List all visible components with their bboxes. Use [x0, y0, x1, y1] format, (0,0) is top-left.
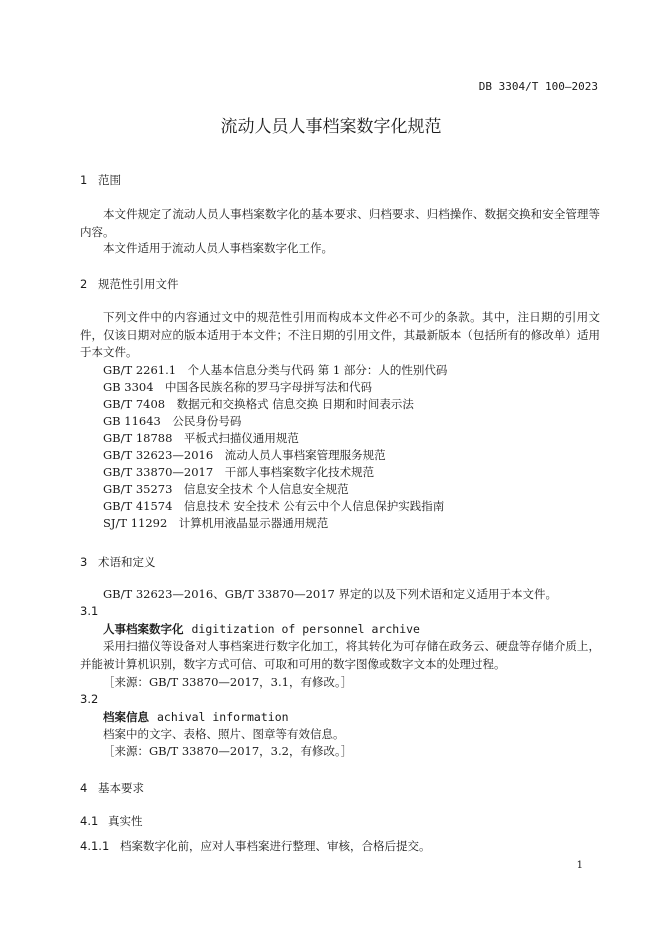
section-title: 范围 [98, 173, 121, 187]
section-title: 规范性引用文件 [98, 277, 179, 291]
reference-item: GB/T 2261.1 个人基本信息分类与代码 第 1 部分：人的性别代码 [103, 363, 448, 377]
term-number: 3.1 [80, 604, 99, 618]
subsection-number: 4.1 [80, 814, 99, 828]
references-intro: 下列文件中的内容通过文中的规范性引用而构成本文件必不可少的条款。其中，注日期的引用文件，仅该日期对应的版本适用于本文件；不注日期的引用文件，其最新版本（包括所有的修改单）适用于本文件。 [80, 310, 600, 359]
page-number: 1 [576, 860, 583, 871]
term-chinese: 档案信息 [103, 710, 149, 724]
reference-item: GB/T 41574 信息技术 安全技术 公有云中个人信息保护实践指南 [103, 499, 445, 513]
section-3-heading [80, 554, 156, 570]
section-2-heading [80, 276, 179, 292]
terms-intro: GB/T 32623—2016、GB/T 33870—2017 界定的以及下列术语和定义适用于本文件。 [103, 587, 558, 601]
term-definition: 采用扫描仪等设备对人事档案进行数字化加工，将其转化为可存储在政务云、硬盘等存储介质上，并能被计算机识别，数字方式可信、可取和可用的数字图像或数字文本的处理过程。 [80, 639, 600, 671]
section-title: 术语和定义 [98, 555, 156, 569]
reference-item: GB/T 18788 平板式扫描仪通用规范 [103, 431, 299, 445]
reference-item: SJ/T 11292 计算机用液晶显示器通用规范 [103, 516, 329, 530]
term-source: ［来源：GB/T 33870—2017，3.2，有修改。］ [103, 744, 353, 758]
section-number: 2 [80, 277, 88, 291]
clause-number: 4.1.1 [80, 839, 110, 853]
document-title: 流动人员人事档案数字化规范 [220, 117, 442, 137]
reference-item: GB/T 35273 信息安全技术 个人信息安全规范 [103, 482, 349, 496]
term-entry [103, 621, 420, 637]
reference-item: GB 3304 中国各民族名称的罗马字母拼写法和代码 [103, 380, 373, 394]
subsection-4-1-heading [80, 813, 143, 829]
section-number: 3 [80, 555, 88, 569]
reference-item: GB 11643 公民身份号码 [103, 414, 242, 428]
reference-item: GB/T 7408 数据元和交换格式 信息交换 日期和时间表示法 [103, 397, 414, 411]
section-number: 1 [80, 173, 88, 187]
section-title: 基本要求 [98, 781, 144, 795]
term-source: ［来源：GB/T 33870—2017，3.1，有修改。］ [103, 675, 353, 689]
reference-item: GB/T 33870—2017 干部人事档案数字化技术规范 [103, 465, 375, 479]
scope-paragraph-2: 本文件适用于流动人员人事档案数字化工作。 [103, 241, 333, 255]
reference-item: GB/T 32623—2016 流动人员人事档案管理服务规范 [103, 448, 386, 462]
term-chinese: 人事档案数字化 [103, 622, 184, 636]
subsection-title: 真实性 [108, 814, 143, 828]
section-number: 4 [80, 781, 88, 795]
section-4-heading [80, 780, 144, 796]
clause-4-1-1 [80, 838, 431, 854]
document-code: DB 3304/T 100—2023 [478, 80, 598, 93]
scope-paragraph-1: 本文件规定了流动人员人事档案数字化的基本要求、归档要求、归档操作、数据交换和安全管理等内容。 [80, 207, 600, 239]
term-entry [103, 709, 289, 725]
section-1-heading [80, 172, 121, 188]
term-english: achival information [157, 710, 289, 724]
term-number: 3.2 [80, 692, 99, 706]
term-definition: 档案中的文字、表格、照片、图章等有效信息。 [103, 727, 345, 741]
term-english: digitization of personnel archive [191, 622, 420, 636]
clause-text: 档案数字化前，应对人事档案进行整理、审核，合格后提交。 [120, 839, 431, 853]
